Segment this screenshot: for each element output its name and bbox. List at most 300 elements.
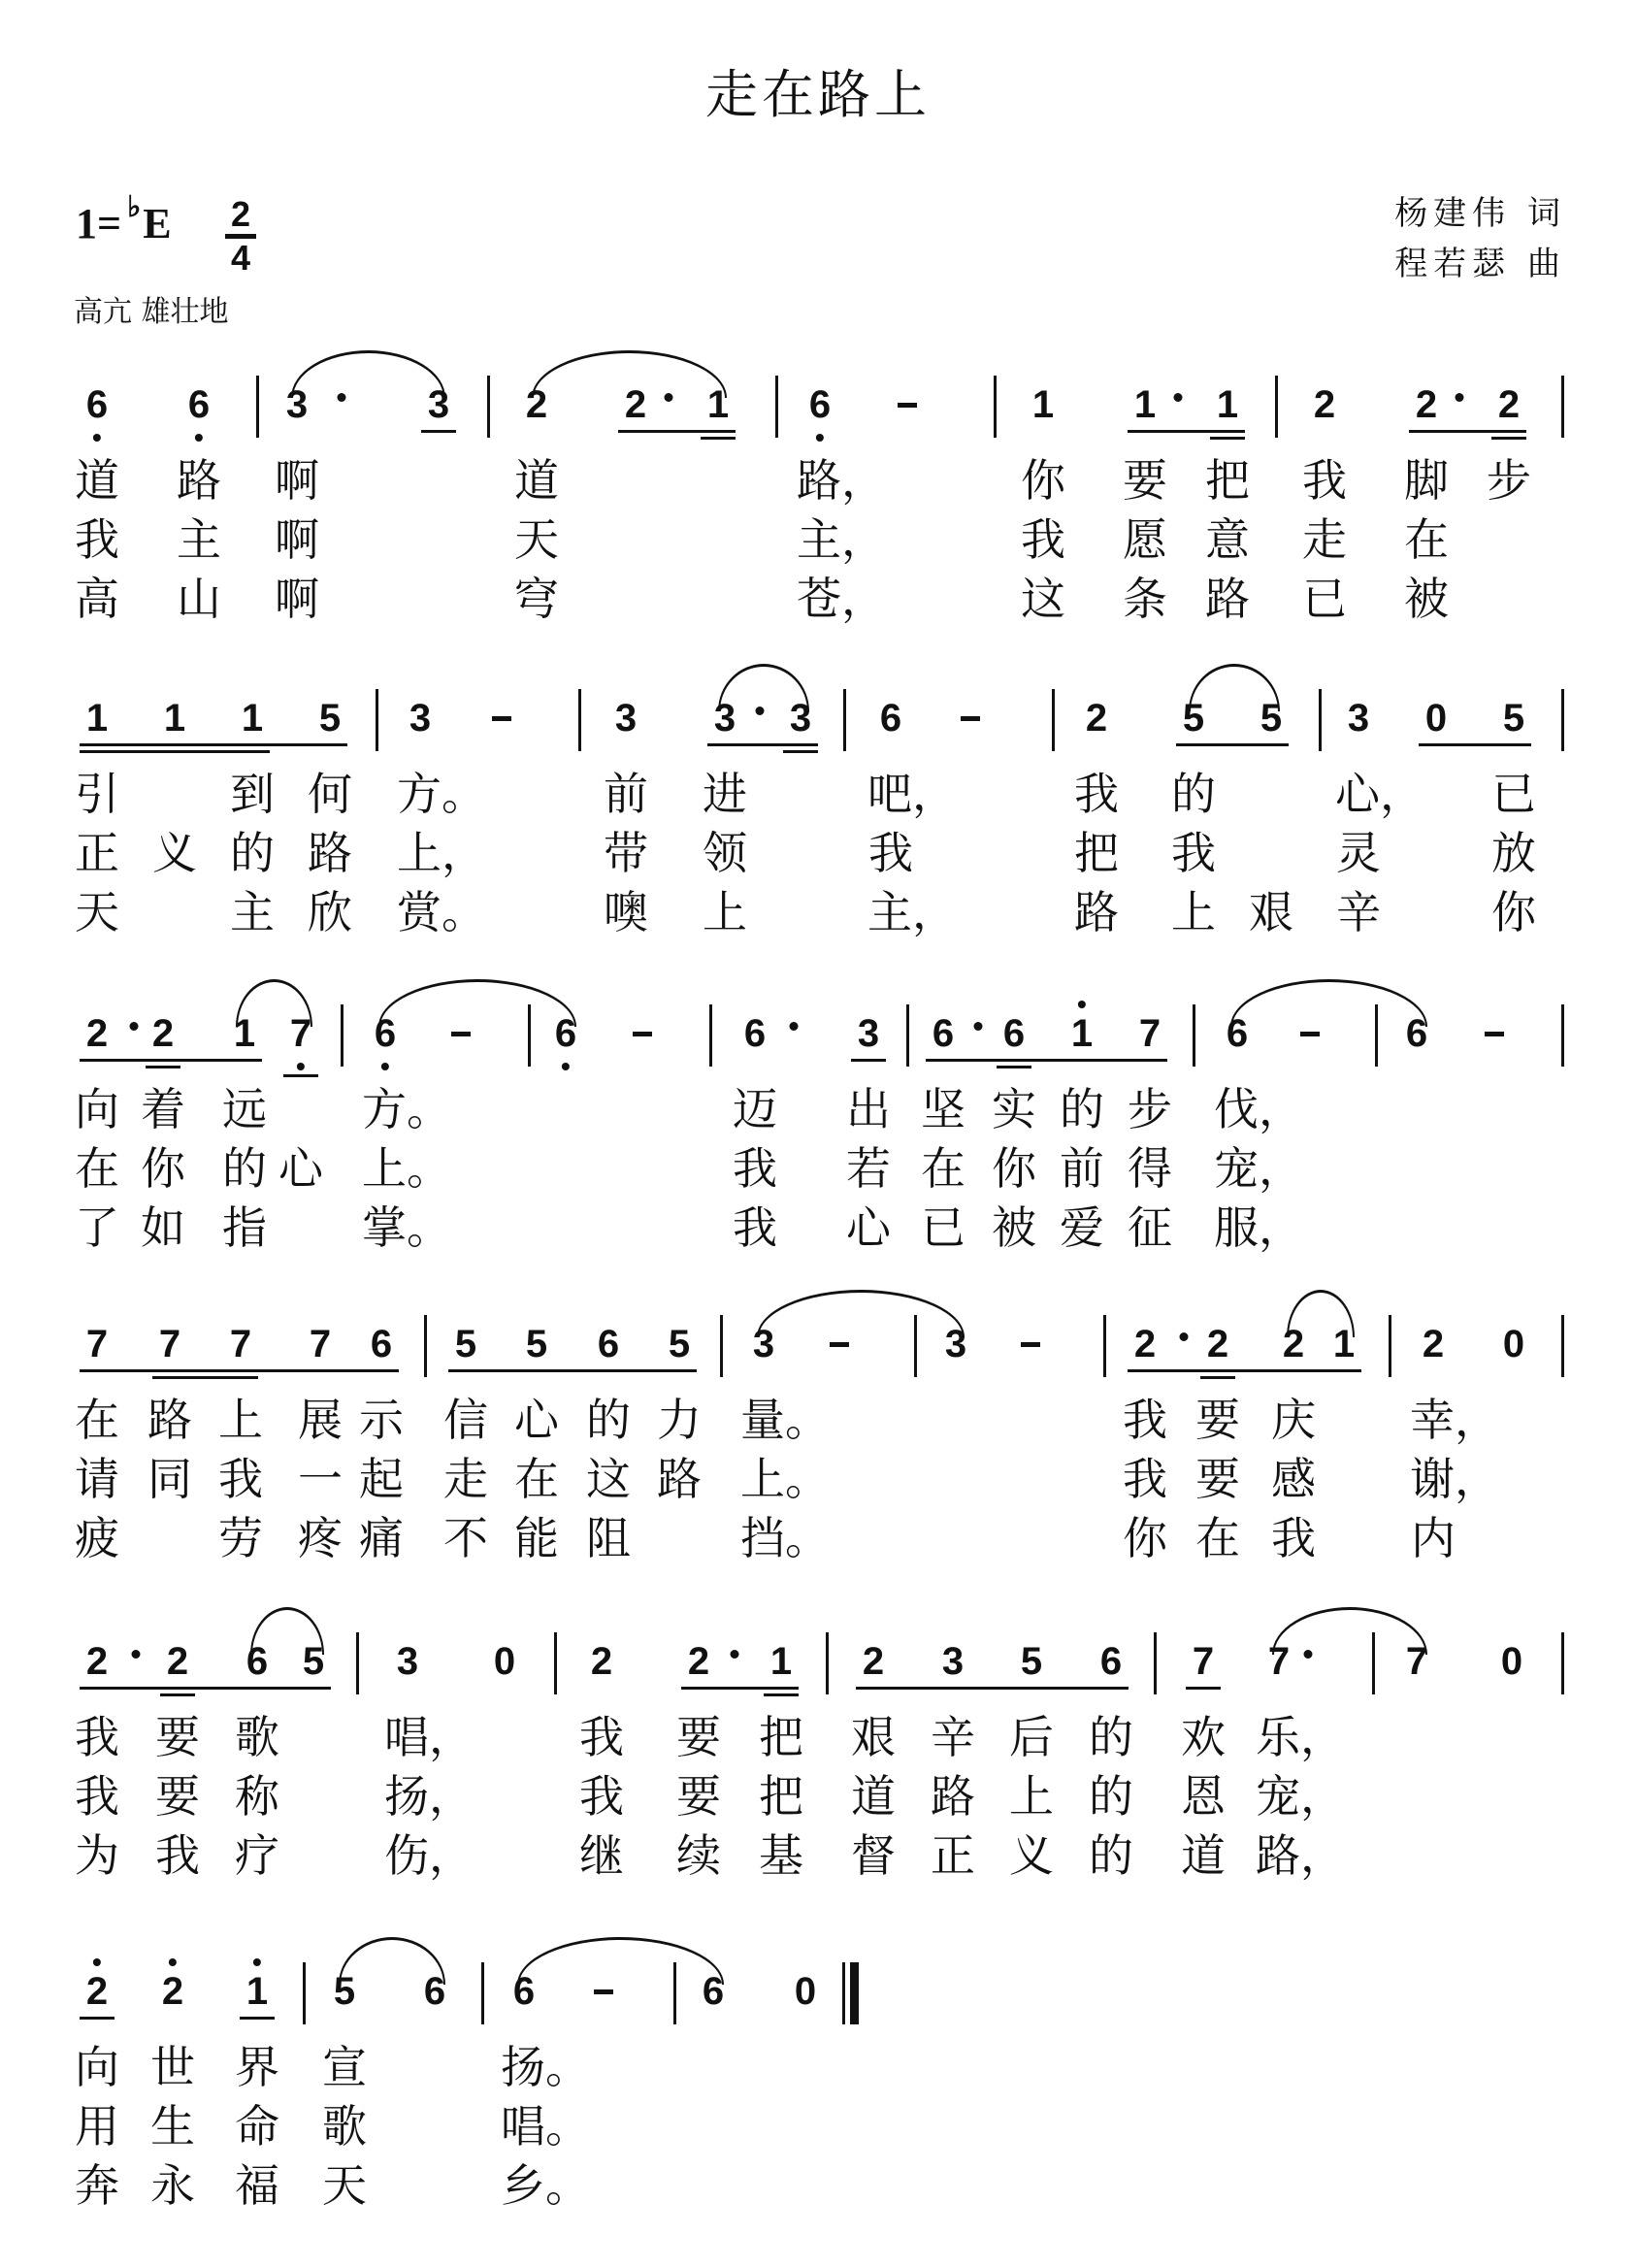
lyric-line-verse-1 xyxy=(0,453,1636,508)
lyric-syllable: 欢 xyxy=(1181,1711,1226,1763)
note: 6 xyxy=(370,1323,393,1365)
note: 6 xyxy=(375,1012,396,1055)
lyric-syllable: 把 xyxy=(759,1711,803,1763)
lyric-syllable: 在 xyxy=(921,1142,965,1195)
lyric-syllable: 要 xyxy=(1123,454,1167,507)
lyric-syllable: 着 xyxy=(141,1083,185,1135)
note: 0 xyxy=(1502,1323,1525,1365)
note: 6 xyxy=(809,383,831,426)
time-signature xyxy=(225,196,256,277)
note: 5 xyxy=(1260,697,1283,740)
lyric-syllable: 领 xyxy=(703,827,747,879)
lyric-syllable: 服， xyxy=(1214,1201,1303,1254)
lyric-syllable: 被 xyxy=(992,1201,1036,1254)
octave-dot-below xyxy=(195,434,203,442)
beam-underline xyxy=(1409,430,1526,433)
lyric-syllable: 山 xyxy=(177,573,221,625)
lyric-syllable: 庆 xyxy=(1271,1394,1316,1446)
note: 1 xyxy=(1133,383,1157,426)
lyric-syllable: 路 xyxy=(931,1770,975,1823)
note: 6 xyxy=(245,1640,269,1683)
lyric-syllable: 主， xyxy=(867,886,957,938)
lyric-line-verse-1 xyxy=(0,1082,1636,1136)
key-prefix: 1= xyxy=(76,200,122,247)
lyric-syllable: 远 xyxy=(222,1083,267,1135)
lyric-syllable: 了 xyxy=(75,1201,119,1254)
lyricist-credit: 杨建伟 词 xyxy=(1394,194,1566,233)
lyric-syllable: 我 xyxy=(75,1711,119,1763)
lyric-syllable: 噢 xyxy=(604,886,648,938)
note: 3 xyxy=(409,697,432,740)
lyric-syllable: 的 xyxy=(1171,768,1216,820)
slur-arc xyxy=(236,979,312,1027)
lyric-syllable: 伤， xyxy=(384,1829,474,1882)
beam-underline xyxy=(80,1059,262,1062)
note: 2 xyxy=(1497,383,1521,426)
beam-underline xyxy=(618,430,736,433)
note: 6 xyxy=(1099,1640,1123,1683)
barline xyxy=(1154,1632,1157,1694)
note: 7 xyxy=(290,1012,311,1055)
lyric-syllable: 道 xyxy=(851,1770,896,1823)
lyric-syllable: 上。 xyxy=(362,1142,451,1195)
lyric-syllable: 主， xyxy=(797,513,886,566)
barline xyxy=(376,689,378,751)
lyric-syllable: 我 xyxy=(733,1142,777,1195)
lyric-syllable: 要 xyxy=(155,1770,200,1823)
lyric-syllable: 力 xyxy=(657,1394,702,1446)
key-signature xyxy=(76,190,172,248)
lyric-syllable: 实 xyxy=(992,1083,1036,1135)
beam-underline xyxy=(764,1693,799,1696)
lyric-line-verse-2 xyxy=(0,1141,1636,1196)
lyric-syllable: 已 xyxy=(921,1201,965,1254)
note: 5 xyxy=(1502,697,1525,740)
note: 6 xyxy=(188,383,210,426)
lyric-syllable: 路 xyxy=(308,827,352,879)
extension-dash xyxy=(1021,1342,1040,1347)
note: 1 xyxy=(1071,1012,1093,1055)
lyric-syllable: 方。 xyxy=(397,768,486,820)
lyric-syllable: 走 xyxy=(443,1453,488,1505)
octave-dot-below xyxy=(816,434,824,442)
note: 2 xyxy=(166,1640,189,1683)
lyric-syllable: 向 xyxy=(75,2041,119,2093)
lyric-syllable: 我 xyxy=(579,1711,624,1763)
note: 7 xyxy=(309,1323,332,1365)
lyric-syllable: 已 xyxy=(1491,768,1536,820)
lyric-syllable: 迈 xyxy=(733,1083,777,1135)
lyric-syllable: 义 xyxy=(1009,1829,1054,1882)
beam-underline xyxy=(283,1074,318,1077)
lyric-line-verse-1 xyxy=(0,767,1636,821)
note: 3 xyxy=(752,1323,775,1365)
lyric-syllable: 一 xyxy=(298,1453,343,1505)
lyric-line-verse-1 xyxy=(0,1710,1636,1764)
slur-arc xyxy=(339,1937,445,1985)
octave-dot-below xyxy=(381,1063,389,1070)
note: 3 xyxy=(1347,697,1370,740)
barline xyxy=(578,689,581,751)
lyric-syllable: 量。 xyxy=(740,1394,830,1446)
slur-arc xyxy=(378,979,576,1027)
beam-underline xyxy=(1419,743,1531,746)
lyric-syllable: 啊 xyxy=(275,513,319,566)
barline xyxy=(1561,1632,1564,1694)
note: 0 xyxy=(1424,697,1448,740)
lyric-syllable: 把 xyxy=(1205,454,1250,507)
barline xyxy=(303,1962,306,2024)
lyric-syllable: 向 xyxy=(75,1083,119,1135)
lyric-syllable: 示 xyxy=(359,1394,404,1446)
barline xyxy=(1561,1315,1564,1377)
lyric-syllable: 你 xyxy=(1123,1512,1167,1564)
lyric-syllable: 信 xyxy=(443,1394,488,1446)
lyric-syllable: 如 xyxy=(141,1201,185,1254)
lyric-syllable: 穹 xyxy=(514,573,559,625)
barline xyxy=(1193,1004,1195,1067)
note: 3 xyxy=(857,1012,880,1055)
lyric-syllable: 乡。 xyxy=(501,2159,590,2212)
lyric-syllable: 我 xyxy=(1074,768,1119,820)
lyric-syllable: 路 xyxy=(1074,886,1119,938)
note: 1 xyxy=(769,1640,793,1683)
barline xyxy=(709,1004,712,1067)
lyric-line-verse-3 xyxy=(0,572,1636,626)
note: 1 xyxy=(1031,383,1055,426)
lyric-syllable: 前 xyxy=(604,768,648,820)
lyric-syllable: 福 xyxy=(235,2159,279,2212)
lyric-syllable: 幸， xyxy=(1410,1394,1499,1446)
lyric-syllable: 高 xyxy=(75,573,119,625)
lyric-syllable: 赏。 xyxy=(397,886,486,938)
note: 3 xyxy=(944,1323,967,1365)
lyric-syllable: 条 xyxy=(1123,573,1167,625)
beam-underline xyxy=(997,1066,1031,1068)
lyric-syllable: 基 xyxy=(759,1829,803,1882)
barline xyxy=(481,1962,484,2024)
lyric-syllable: 道 xyxy=(514,454,559,507)
lyric-syllable: 阻 xyxy=(586,1512,631,1564)
lyric-syllable: 你 xyxy=(1021,454,1065,507)
lyric-syllable: 天 xyxy=(322,2159,367,2212)
lyric-syllable: 天 xyxy=(75,886,119,938)
note: 0 xyxy=(794,1970,817,2013)
lyric-syllable: 疼 xyxy=(298,1512,343,1564)
lyric-syllable: 路 xyxy=(1205,573,1250,625)
lyric-syllable: 天 xyxy=(514,513,559,566)
note: 2 xyxy=(1133,1323,1157,1365)
slur-arc xyxy=(291,350,445,398)
time-numerator: 2 xyxy=(230,194,251,234)
barline xyxy=(487,376,490,438)
note: 5 xyxy=(1182,697,1205,740)
barline xyxy=(1561,689,1564,751)
note: 6 xyxy=(879,697,902,740)
lyric-syllable: 在 xyxy=(1404,513,1449,566)
lyric-line-verse-3 xyxy=(0,1511,1636,1565)
note: 6 xyxy=(86,383,108,426)
barline xyxy=(356,1632,359,1694)
note: 1 xyxy=(241,697,264,740)
lyric-syllable: 扬。 xyxy=(501,2041,590,2093)
note: 6 xyxy=(512,1970,536,2013)
lyric-syllable: 步 xyxy=(1128,1083,1172,1135)
note: 2 xyxy=(1085,697,1108,740)
lyric-syllable: 前 xyxy=(1060,1142,1104,1195)
beam-underline xyxy=(146,1066,180,1068)
lyric-syllable: 艰 xyxy=(1249,886,1293,938)
lyric-syllable: 我 xyxy=(1271,1512,1316,1564)
lyric-syllable: 我 xyxy=(218,1453,263,1505)
augmentation-dot xyxy=(1174,393,1183,402)
note: 5 xyxy=(454,1323,477,1365)
octave-dot-below xyxy=(562,1063,570,1070)
lyric-syllable: 宠， xyxy=(1256,1770,1345,1823)
lyric-syllable: 在 xyxy=(514,1453,559,1505)
barline xyxy=(1561,1004,1564,1067)
lyric-syllable: 心 xyxy=(514,1394,559,1446)
barline xyxy=(720,1315,723,1377)
lyric-syllable: 扬， xyxy=(384,1770,474,1823)
beam-underline xyxy=(80,1369,399,1372)
lyric-line-verse-3 xyxy=(0,1200,1636,1255)
beam-underline xyxy=(926,1059,1167,1062)
lyric-syllable: 要 xyxy=(1195,1394,1240,1446)
beam-underline xyxy=(1128,1369,1361,1372)
lyric-syllable: 起 xyxy=(359,1453,404,1505)
lyric-syllable: 心 xyxy=(278,1142,323,1195)
lyric-syllable: 我 xyxy=(868,827,913,879)
lyric-syllable: 伐， xyxy=(1214,1083,1303,1135)
lyric-syllable: 我 xyxy=(1302,454,1347,507)
lyric-syllable: 步 xyxy=(1487,454,1531,507)
lyric-syllable: 已 xyxy=(1302,573,1347,625)
lyric-syllable: 我 xyxy=(1123,1453,1167,1505)
lyric-syllable: 到 xyxy=(230,768,275,820)
lyric-syllable: 生 xyxy=(150,2100,195,2153)
lyric-syllable: 吧， xyxy=(867,768,957,820)
note: 7 xyxy=(1138,1012,1162,1055)
lyric-syllable: 的 xyxy=(1089,1770,1133,1823)
time-denominator: 4 xyxy=(230,238,251,278)
lyric-line-verse-3 xyxy=(0,1828,1636,1883)
lyric-syllable: 进 xyxy=(703,768,747,820)
barline xyxy=(775,376,778,438)
composer-credit: 程若瑟 曲 xyxy=(1394,245,1566,283)
lyric-syllable: 何 xyxy=(308,768,352,820)
beam-underline xyxy=(421,430,456,433)
lyric-syllable: 我 xyxy=(1021,513,1065,566)
barline xyxy=(341,1004,344,1067)
note: 7 xyxy=(1267,1640,1291,1683)
lyric-syllable: 你 xyxy=(1491,886,1536,938)
note: 2 xyxy=(1313,383,1336,426)
lyric-syllable: 这 xyxy=(586,1453,631,1505)
note: 1 xyxy=(706,383,730,426)
lyric-syllable: 歌 xyxy=(322,2100,367,2153)
lyric-syllable: 歌 xyxy=(235,1711,279,1763)
lyric-syllable: 带 xyxy=(604,827,648,879)
lyric-syllable: 为 xyxy=(75,1829,119,1882)
note: 6 xyxy=(932,1012,955,1055)
note: 2 xyxy=(525,383,548,426)
lyric-syllable: 正 xyxy=(931,1829,975,1882)
lyric-syllable: 展 xyxy=(298,1394,343,1446)
slur-arc xyxy=(718,664,809,711)
note: 1 xyxy=(1216,383,1239,426)
note: 2 xyxy=(624,383,647,426)
note: 5 xyxy=(668,1323,691,1365)
lyric-syllable: 灵 xyxy=(1336,827,1381,879)
lyric-syllable: 用 xyxy=(75,2100,119,2153)
lyric-syllable: 的 xyxy=(586,1394,631,1446)
note: 2 xyxy=(687,1640,710,1683)
note: 6 xyxy=(555,1012,576,1055)
lyric-line-verse-2 xyxy=(0,1452,1636,1506)
lyric-syllable: 若 xyxy=(846,1142,891,1195)
lyric-syllable: 请 xyxy=(75,1453,119,1505)
lyric-syllable: 爱 xyxy=(1060,1201,1104,1254)
lyric-syllable: 掌。 xyxy=(362,1201,451,1254)
lyric-line-verse-2 xyxy=(0,512,1636,567)
lyric-syllable: 脚 xyxy=(1404,454,1449,507)
note: 1 xyxy=(85,697,109,740)
note: 2 xyxy=(590,1640,613,1683)
barline xyxy=(554,1632,557,1694)
lyric-syllable: 路 xyxy=(177,454,221,507)
lyric-syllable: 出 xyxy=(846,1083,891,1135)
lyric-syllable: 你 xyxy=(992,1142,1036,1195)
note: 2 xyxy=(85,1640,109,1683)
lyric-syllable: 命 xyxy=(235,2100,279,2153)
lyric-syllable: 路 xyxy=(147,1394,192,1446)
lyric-syllable: 愿 xyxy=(1123,513,1167,566)
note: 7 xyxy=(158,1323,181,1365)
lyric-syllable: 宣 xyxy=(322,2041,367,2093)
note: 5 xyxy=(302,1640,325,1683)
note: 1 xyxy=(246,1970,268,2013)
lyric-syllable: 你 xyxy=(141,1142,185,1195)
barline xyxy=(1052,689,1055,751)
lyric-syllable: 被 xyxy=(1404,573,1449,625)
lyric-line-verse-2 xyxy=(0,826,1636,880)
lyric-syllable: 永 xyxy=(150,2159,195,2212)
lyric-syllable: 界 xyxy=(235,2041,279,2093)
note: 6 xyxy=(597,1323,620,1365)
note: 7 xyxy=(1405,1640,1428,1683)
lyric-syllable: 内 xyxy=(1411,1512,1456,1564)
barline xyxy=(994,376,997,438)
lyric-line-verse-3 xyxy=(0,885,1636,939)
augmentation-dot xyxy=(132,1650,141,1659)
lyric-syllable: 心 xyxy=(846,1201,891,1254)
lyric-syllable: 指 xyxy=(222,1201,267,1254)
octave-dot-below xyxy=(297,1063,305,1070)
barline xyxy=(1103,1315,1106,1377)
note: 2 xyxy=(1282,1323,1305,1365)
extension-dash xyxy=(594,1989,613,1994)
lyric-syllable: 在 xyxy=(75,1142,119,1195)
note: 5 xyxy=(525,1323,548,1365)
lyric-line-verse-2 xyxy=(0,1769,1636,1824)
lyric-line-verse-1 xyxy=(0,2040,1636,2094)
lyric-syllable: 征 xyxy=(1128,1201,1172,1254)
slur-arc xyxy=(250,1607,324,1655)
note: 3 xyxy=(789,697,812,740)
lyric-syllable: 恩 xyxy=(1181,1770,1226,1823)
note: 2 xyxy=(862,1640,885,1683)
octave-dot-above xyxy=(1078,1001,1086,1008)
lyric-syllable: 要 xyxy=(676,1711,721,1763)
note: 2 xyxy=(151,1012,175,1055)
beam-underline xyxy=(152,1376,258,1379)
lyric-syllable: 我 xyxy=(75,1770,119,1823)
barline xyxy=(424,1315,427,1377)
lyric-syllable: 的 xyxy=(222,1142,267,1195)
lyric-syllable: 要 xyxy=(155,1711,200,1763)
lyric-syllable: 上 xyxy=(218,1394,263,1446)
note: 3 xyxy=(614,697,638,740)
lyric-syllable: 宠， xyxy=(1214,1142,1303,1195)
lyric-syllable: 上 xyxy=(1009,1770,1054,1823)
lyric-syllable: 要 xyxy=(676,1770,721,1823)
note: 2 xyxy=(86,1970,108,2013)
note: 7 xyxy=(229,1323,252,1365)
lyric-syllable: 走 xyxy=(1302,513,1347,566)
note: 2 xyxy=(1415,383,1438,426)
octave-dot-above xyxy=(93,1958,101,1966)
lyric-syllable: 我 xyxy=(1171,827,1216,879)
lyric-syllable: 的 xyxy=(1089,1829,1133,1882)
slur-arc xyxy=(532,350,727,398)
beam-underline xyxy=(783,750,818,753)
barline xyxy=(256,376,259,438)
lyric-syllable: 啊 xyxy=(275,454,319,507)
lyric-syllable: 引 xyxy=(75,768,119,820)
beam-underline xyxy=(80,750,270,753)
beam-underline xyxy=(80,1687,331,1690)
lyric-syllable: 路 xyxy=(657,1453,702,1505)
lyric-syllable: 艰 xyxy=(851,1711,896,1763)
note: 6 xyxy=(1226,1012,1249,1055)
beam-underline xyxy=(1210,437,1245,440)
barline xyxy=(1319,689,1322,751)
lyric-syllable: 乐， xyxy=(1256,1711,1345,1763)
augmentation-dot xyxy=(1456,393,1464,402)
note: 2 xyxy=(1422,1323,1445,1365)
note: 3 xyxy=(713,697,736,740)
lyric-syllable: 在 xyxy=(1195,1512,1240,1564)
beam-underline xyxy=(80,2017,115,2020)
barline xyxy=(906,1004,909,1067)
lyric-syllable: 后 xyxy=(1009,1711,1054,1763)
beam-underline xyxy=(160,1693,195,1696)
augmentation-dot xyxy=(974,1022,983,1031)
lyric-syllable: 主 xyxy=(177,513,221,566)
lyric-syllable: 得 xyxy=(1128,1142,1172,1195)
note: 6 xyxy=(1405,1012,1428,1055)
lyric-syllable: 方。 xyxy=(362,1083,451,1135)
lyric-syllable: 疗 xyxy=(235,1829,279,1882)
lyric-syllable: 正 xyxy=(75,827,119,879)
lyric-syllable: 的 xyxy=(230,827,275,879)
note: 1 xyxy=(233,1012,256,1055)
beam-underline xyxy=(701,437,736,440)
lyric-syllable: 放 xyxy=(1491,827,1536,879)
beam-underline xyxy=(851,1059,886,1062)
beam-underline xyxy=(707,743,818,746)
